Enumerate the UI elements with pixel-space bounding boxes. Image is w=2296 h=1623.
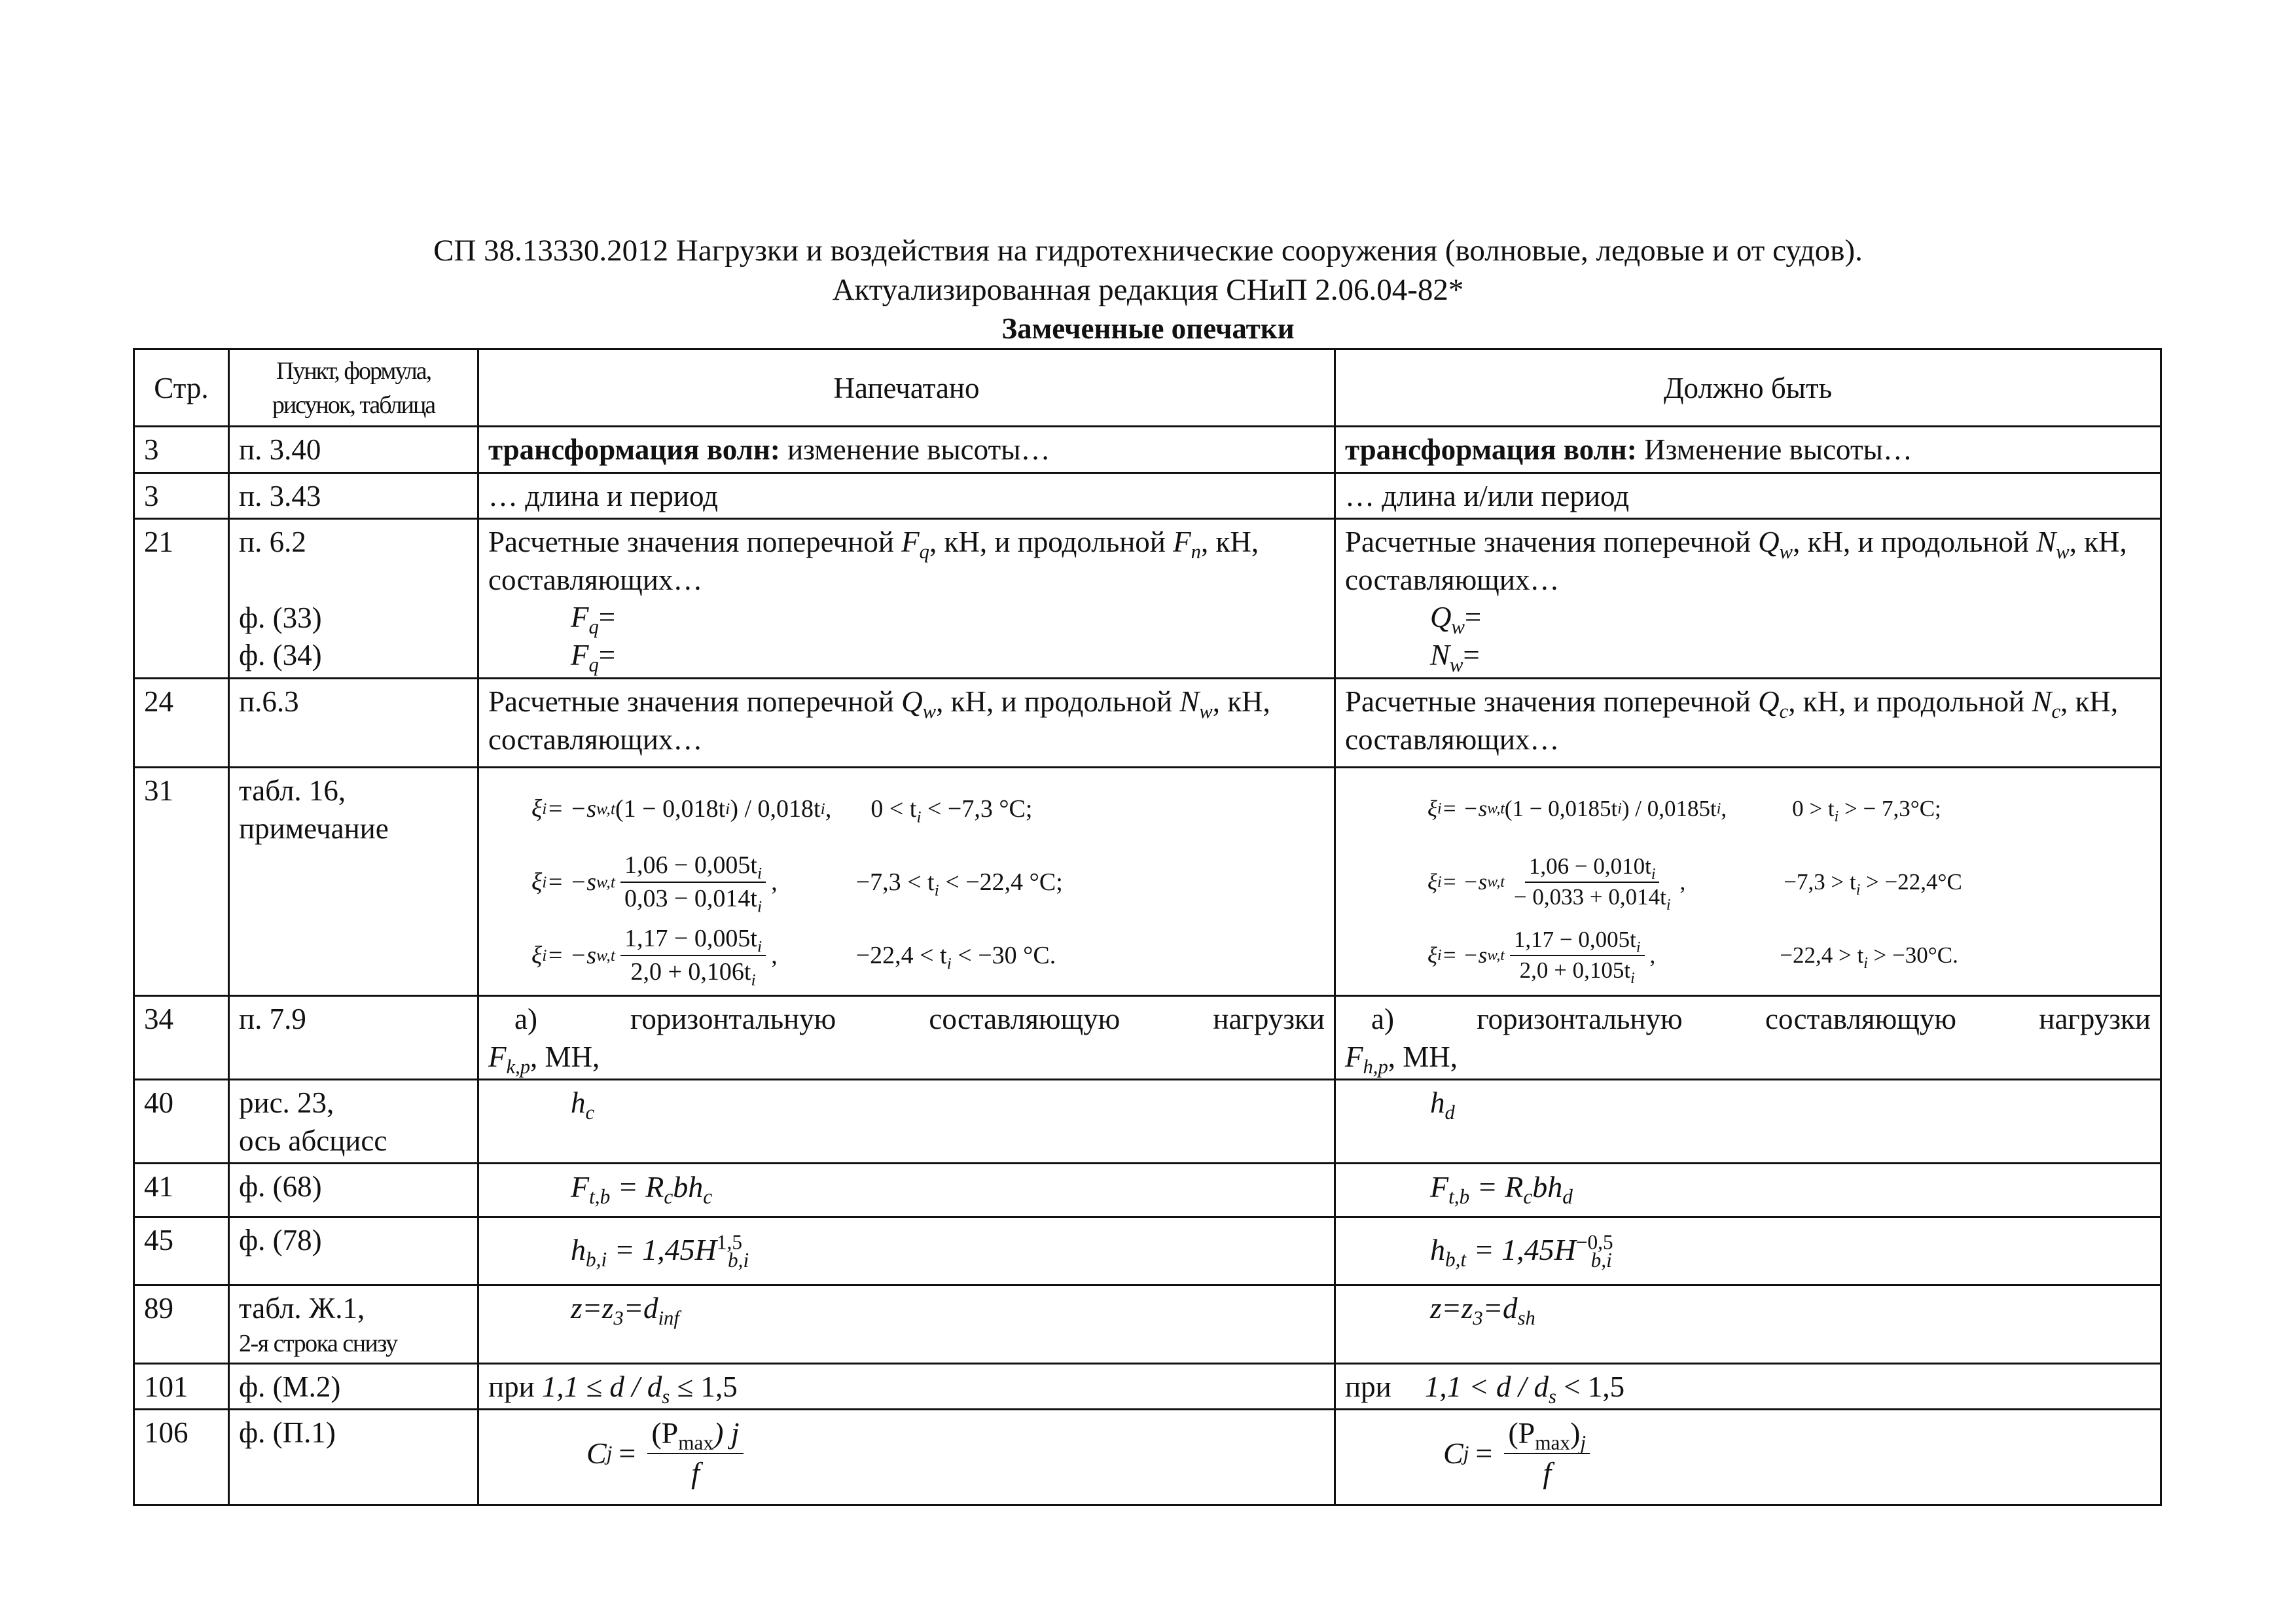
location-line: табл. 16,	[239, 774, 346, 807]
col-header-location: Пункт, формула, рисунок, таблица	[229, 349, 478, 427]
table-row	[134, 995, 2161, 1079]
cell-printed: C j = $\frac{(P_{max}) j}{f}$	[478, 1410, 1335, 1505]
formula-line: ξ i = −s w,t $\frac{1,17 - 0,005t_i}{2,0 + 0,106t_i}$ , $-22,4 < t_i < -30$ °C.	[531, 919, 1325, 992]
errata-table	[133, 348, 2162, 1506]
formula-33: $F_q=$	[571, 601, 616, 639]
cell-location	[229, 519, 478, 679]
cell-page: 40	[134, 1080, 229, 1164]
table-row	[134, 767, 2161, 995]
location-line: табл. Ж.1,	[239, 1292, 365, 1325]
table-row	[134, 678, 2161, 767]
cell-printed: … длина и период	[478, 473, 1335, 519]
cell-should-be	[1335, 767, 2161, 995]
cell-should-be: Расчетные значения поперечной $Q_w$, кН, и продольной $N_w$, кН, составляющих… $Q_w=$ $N_w=$	[1335, 519, 2161, 679]
formula-line: ξ i = −s w,t $\frac{1,06 - 0,005t_i}{0,03 - 0,014t_i}$ , $-7,3 < t_i < -22,4$ °C;	[531, 846, 1325, 919]
location-line: ф. (33)	[239, 601, 322, 634]
location-line: рис. 23,	[239, 1086, 334, 1120]
cell-printed: $h_{b,i} = 1,45H^{1,5}_{b,i}$	[478, 1217, 1335, 1285]
table-row	[134, 519, 2161, 679]
cell-should-be: $h_{b,t} = 1,45H^{-0,5}_{b,i}$	[1335, 1217, 2161, 1285]
col-header-page: Стр.	[134, 349, 229, 427]
cell-page: 24	[134, 678, 229, 767]
cell-should-be: C j = $\frac{(P_{max})_j}{f}$	[1335, 1410, 2161, 1505]
table-row	[134, 473, 2161, 519]
cell-printed: Расчетные значения поперечной $F_q$, кН, и продольной $F_n$, кН, составляющих… $F_q=$ $F_q=$	[478, 519, 1335, 679]
cell-page: 101	[134, 1363, 229, 1410]
location-line: ф. (34)	[239, 639, 322, 672]
cell-should-be: при $1,1 < d / d_s < 1,5$	[1335, 1363, 2161, 1410]
cell-location	[229, 1285, 478, 1363]
table-row	[134, 1217, 2161, 1285]
table-row	[134, 1363, 2161, 1410]
table-row	[134, 1410, 2161, 1505]
cell-page: 3	[134, 473, 229, 519]
cell-should-be: трансформация волн: Изменение высоты…	[1335, 427, 2161, 473]
formula-line: ξ i = −s w,t $\frac{1,17 - 0,005t_i}{2,0 + 0,105t_i}$ , $-22,4 > t_i > -30^\circ C$.	[1427, 927, 1958, 987]
section-heading: Замеченные опечатки	[1001, 312, 1295, 345]
cell-location: п. 3.40	[229, 427, 478, 473]
cell-page: 45	[134, 1217, 229, 1285]
formula-line: ξ i = −s w,t (1 − 0,018t i ) / 0,018t i , $0 < t_i < -7,3$ °C;	[531, 794, 1033, 827]
document-subtitle: Актуализированная редакция СНиП 2.06.04-82*	[832, 273, 1464, 307]
cell-page: 3	[134, 427, 229, 473]
cell-printed: $h_c$	[478, 1080, 1335, 1164]
cell-page: 34	[134, 995, 229, 1079]
cell-printed: Расчетные значения поперечной $Q_w$, кН, и продольной $N_w$, кН, составляющих…	[478, 678, 1335, 767]
cell-printed: $z=z_3=d_{inf}$	[478, 1285, 1335, 1363]
table-row	[134, 1080, 2161, 1164]
cell-should-be: $h_d$	[1335, 1080, 2161, 1164]
cell-location	[229, 1080, 478, 1164]
cell-location: ф. (68)	[229, 1164, 478, 1217]
cell-should-be: а) горизонтальную составляющую нагрузки $F_{h,p}$, МН,	[1335, 995, 2161, 1079]
formula-33-correct: $Q_w=$	[1430, 601, 1482, 639]
location-line: п. 6.2	[239, 526, 306, 559]
formula-34-correct: $N_w=$	[1430, 638, 1480, 676]
location-line: 2-я строка снизу	[239, 1329, 397, 1357]
cell-should-be: $z=z_3=d_{sh}$	[1335, 1285, 2161, 1363]
cell-should-be: … длина и/или период	[1335, 473, 2161, 519]
cell-should-be: Расчетные значения поперечной $Q_c$, кН, и продольной $N_c$, кН, составляющих…	[1335, 678, 2161, 767]
cell-location: ф. (П.1)	[229, 1410, 478, 1505]
formula-line: ξ i = −s w,t $\frac{1,06 - 0,010t_i}{- 0,033 + 0,014t_i}$ , $-7,3 > t_i > -22,4^\circ C$	[1427, 853, 1962, 914]
table-row	[134, 427, 2161, 473]
cell-printed: $F_{t,b} = R_cbh_c$	[478, 1164, 1335, 1217]
cell-location	[229, 767, 478, 995]
cell-page: 41	[134, 1164, 229, 1217]
cell-page: 31	[134, 767, 229, 995]
table-header-row	[134, 349, 2161, 427]
table-row	[134, 1285, 2161, 1363]
cell-printed: при $1,1 \le d / d_s \le 1,5$	[478, 1363, 1335, 1410]
cell-location: п. 7.9	[229, 995, 478, 1079]
cell-page: 89	[134, 1285, 229, 1363]
formula-34: $F_q=$	[571, 638, 616, 676]
cell-location: ф. (М.2)	[229, 1363, 478, 1410]
cell-printed: а) горизонтальную составляющую нагрузки $F_{k,p}$, МН,	[478, 995, 1335, 1079]
document-title: СП 38.13330.2012 Нагрузки и воздействия на гидротехнические сооружения (волновые, ледовые и от судов).	[433, 234, 1863, 268]
col-header-printed: Напечатано	[478, 349, 1335, 427]
cell-printed	[478, 767, 1335, 995]
cell-page: 21	[134, 519, 229, 679]
cell-page: 106	[134, 1410, 229, 1505]
table-row	[134, 1164, 2161, 1217]
cell-location: ф. (78)	[229, 1217, 478, 1285]
cell-location: п.6.3	[229, 678, 478, 767]
location-line: ось абсцисс	[239, 1124, 387, 1157]
cell-location: п. 3.43	[229, 473, 478, 519]
location-line: примечание	[239, 812, 389, 845]
cell-printed: трансформация волн: изменение высоты…	[478, 427, 1335, 473]
formula-line: ξ i = −s w,t (1 − 0,0185t i ) / 0,0185t i , $0 > t_i$ > − 7,3°C;	[1427, 795, 1941, 825]
cell-should-be: $F_{t,b} = R_cbh_d$	[1335, 1164, 2161, 1217]
col-header-should-be: Должно быть	[1335, 349, 2161, 427]
